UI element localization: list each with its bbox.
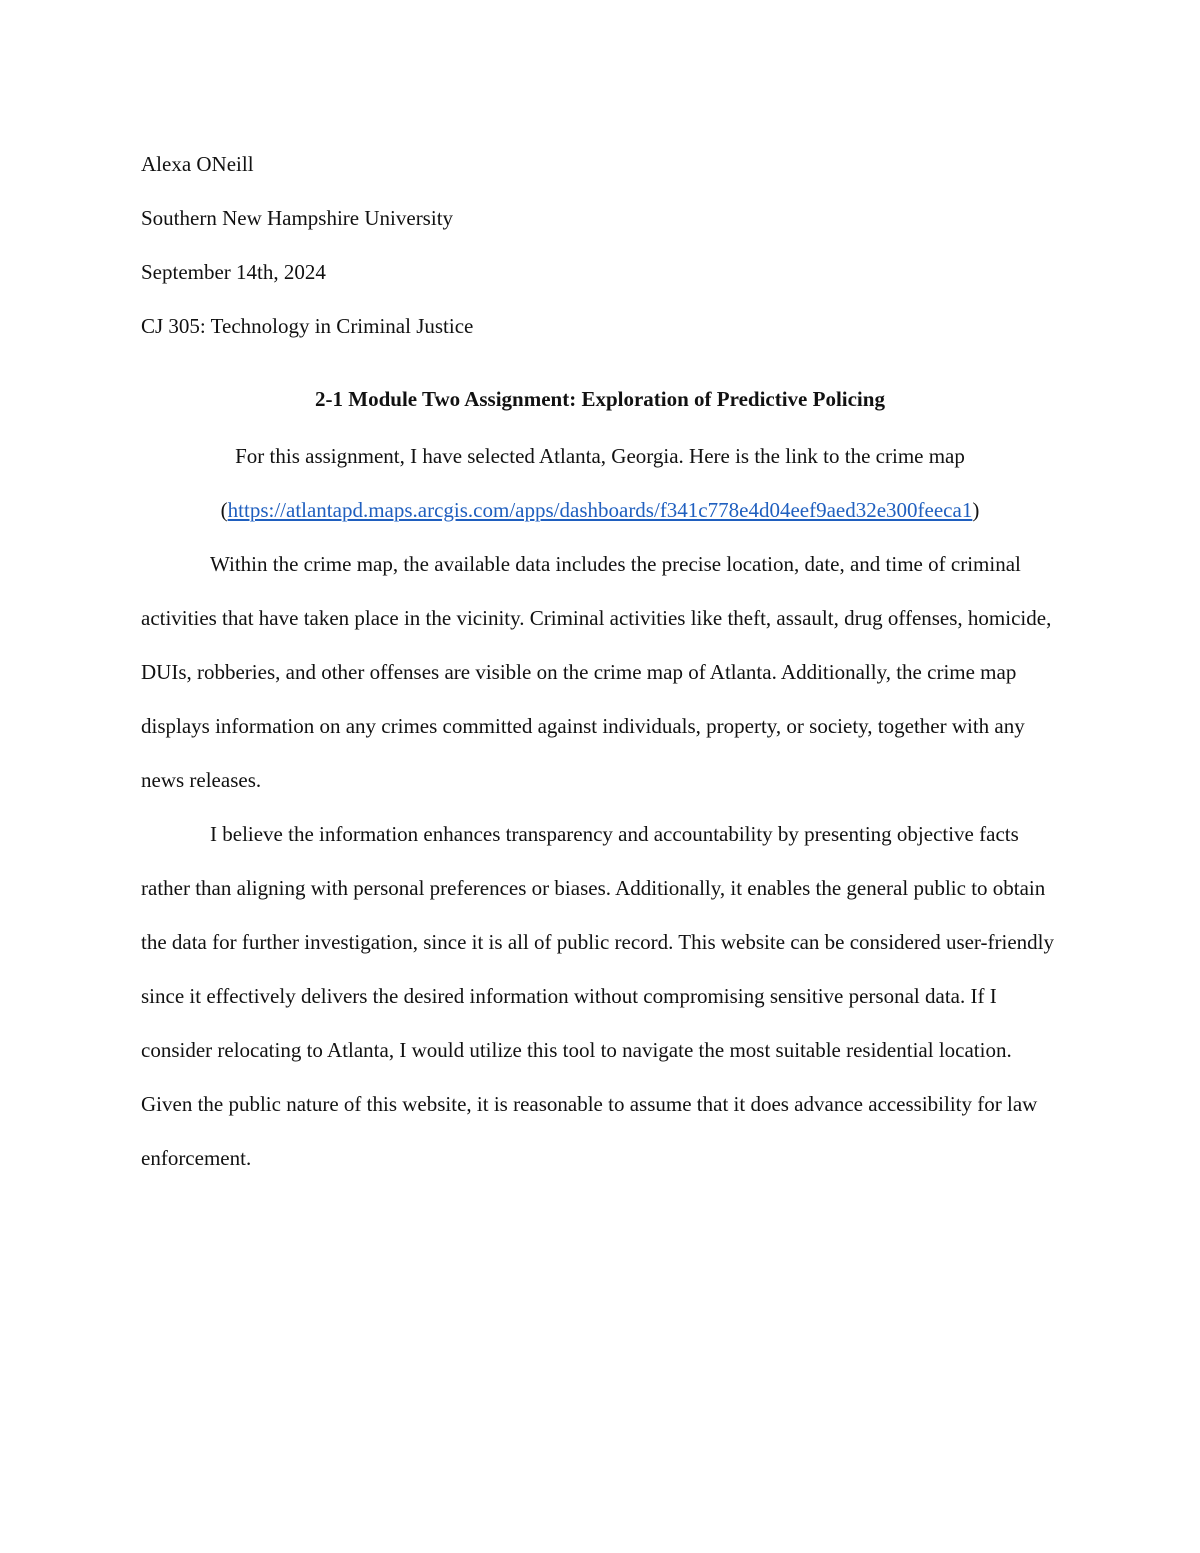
course-name: CJ 305: Technology in Criminal Justice <box>141 314 474 338</box>
document-title: 2-1 Module Two Assignment: Exploration of Predictive Policing <box>315 387 885 411</box>
paren-close: ) <box>972 498 980 522</box>
author-name: Alexa ONeill <box>141 152 254 176</box>
paragraph-transparency: I believe the information enhances transparency and accountability by presenting objective facts rather than aligning with personal preferences or biases. Additionally, it enables the general public to obtain the data for further investigation, since it is all of public record. This website can be considered user-friendly since it effectively delivers the desired information without compromising sensitive personal data. If I consider relocating to Atlanta, I would utilize this tool to navigate the most suitable residential location. Given the public nature of this website, it is reasonable to assume that it does advance accessibility for law enforcement. <box>141 822 1054 1170</box>
document-body <box>141 137 1059 1185</box>
intro-line: For this assignment, I have selected Atlanta, Georgia. Here is the link to the crime map <box>235 444 965 468</box>
crime-map-link[interactable]: https://atlantapd.maps.arcgis.com/apps/dashboards/f341c778e4d04eef9aed32e300feeca1 <box>227 498 973 522</box>
crime-map-link-line <box>141 483 1059 537</box>
paragraph-crime-map-data: Within the crime map, the available data includes the precise location, date, and time of criminal activities that have taken place in the vicinity. Criminal activities like theft, assault, drug offenses, homicide, DUIs, robberies, and other offenses are visible on the crime map of Atlanta. Additionally, the crime map displays information on any crimes committed against individuals, property, or society, together with any news releases. <box>141 552 1052 792</box>
submission-date: September 14th, 2024 <box>141 260 326 284</box>
institution-name: Southern New Hampshire University <box>141 206 454 230</box>
paren-open: ( <box>220 498 228 522</box>
